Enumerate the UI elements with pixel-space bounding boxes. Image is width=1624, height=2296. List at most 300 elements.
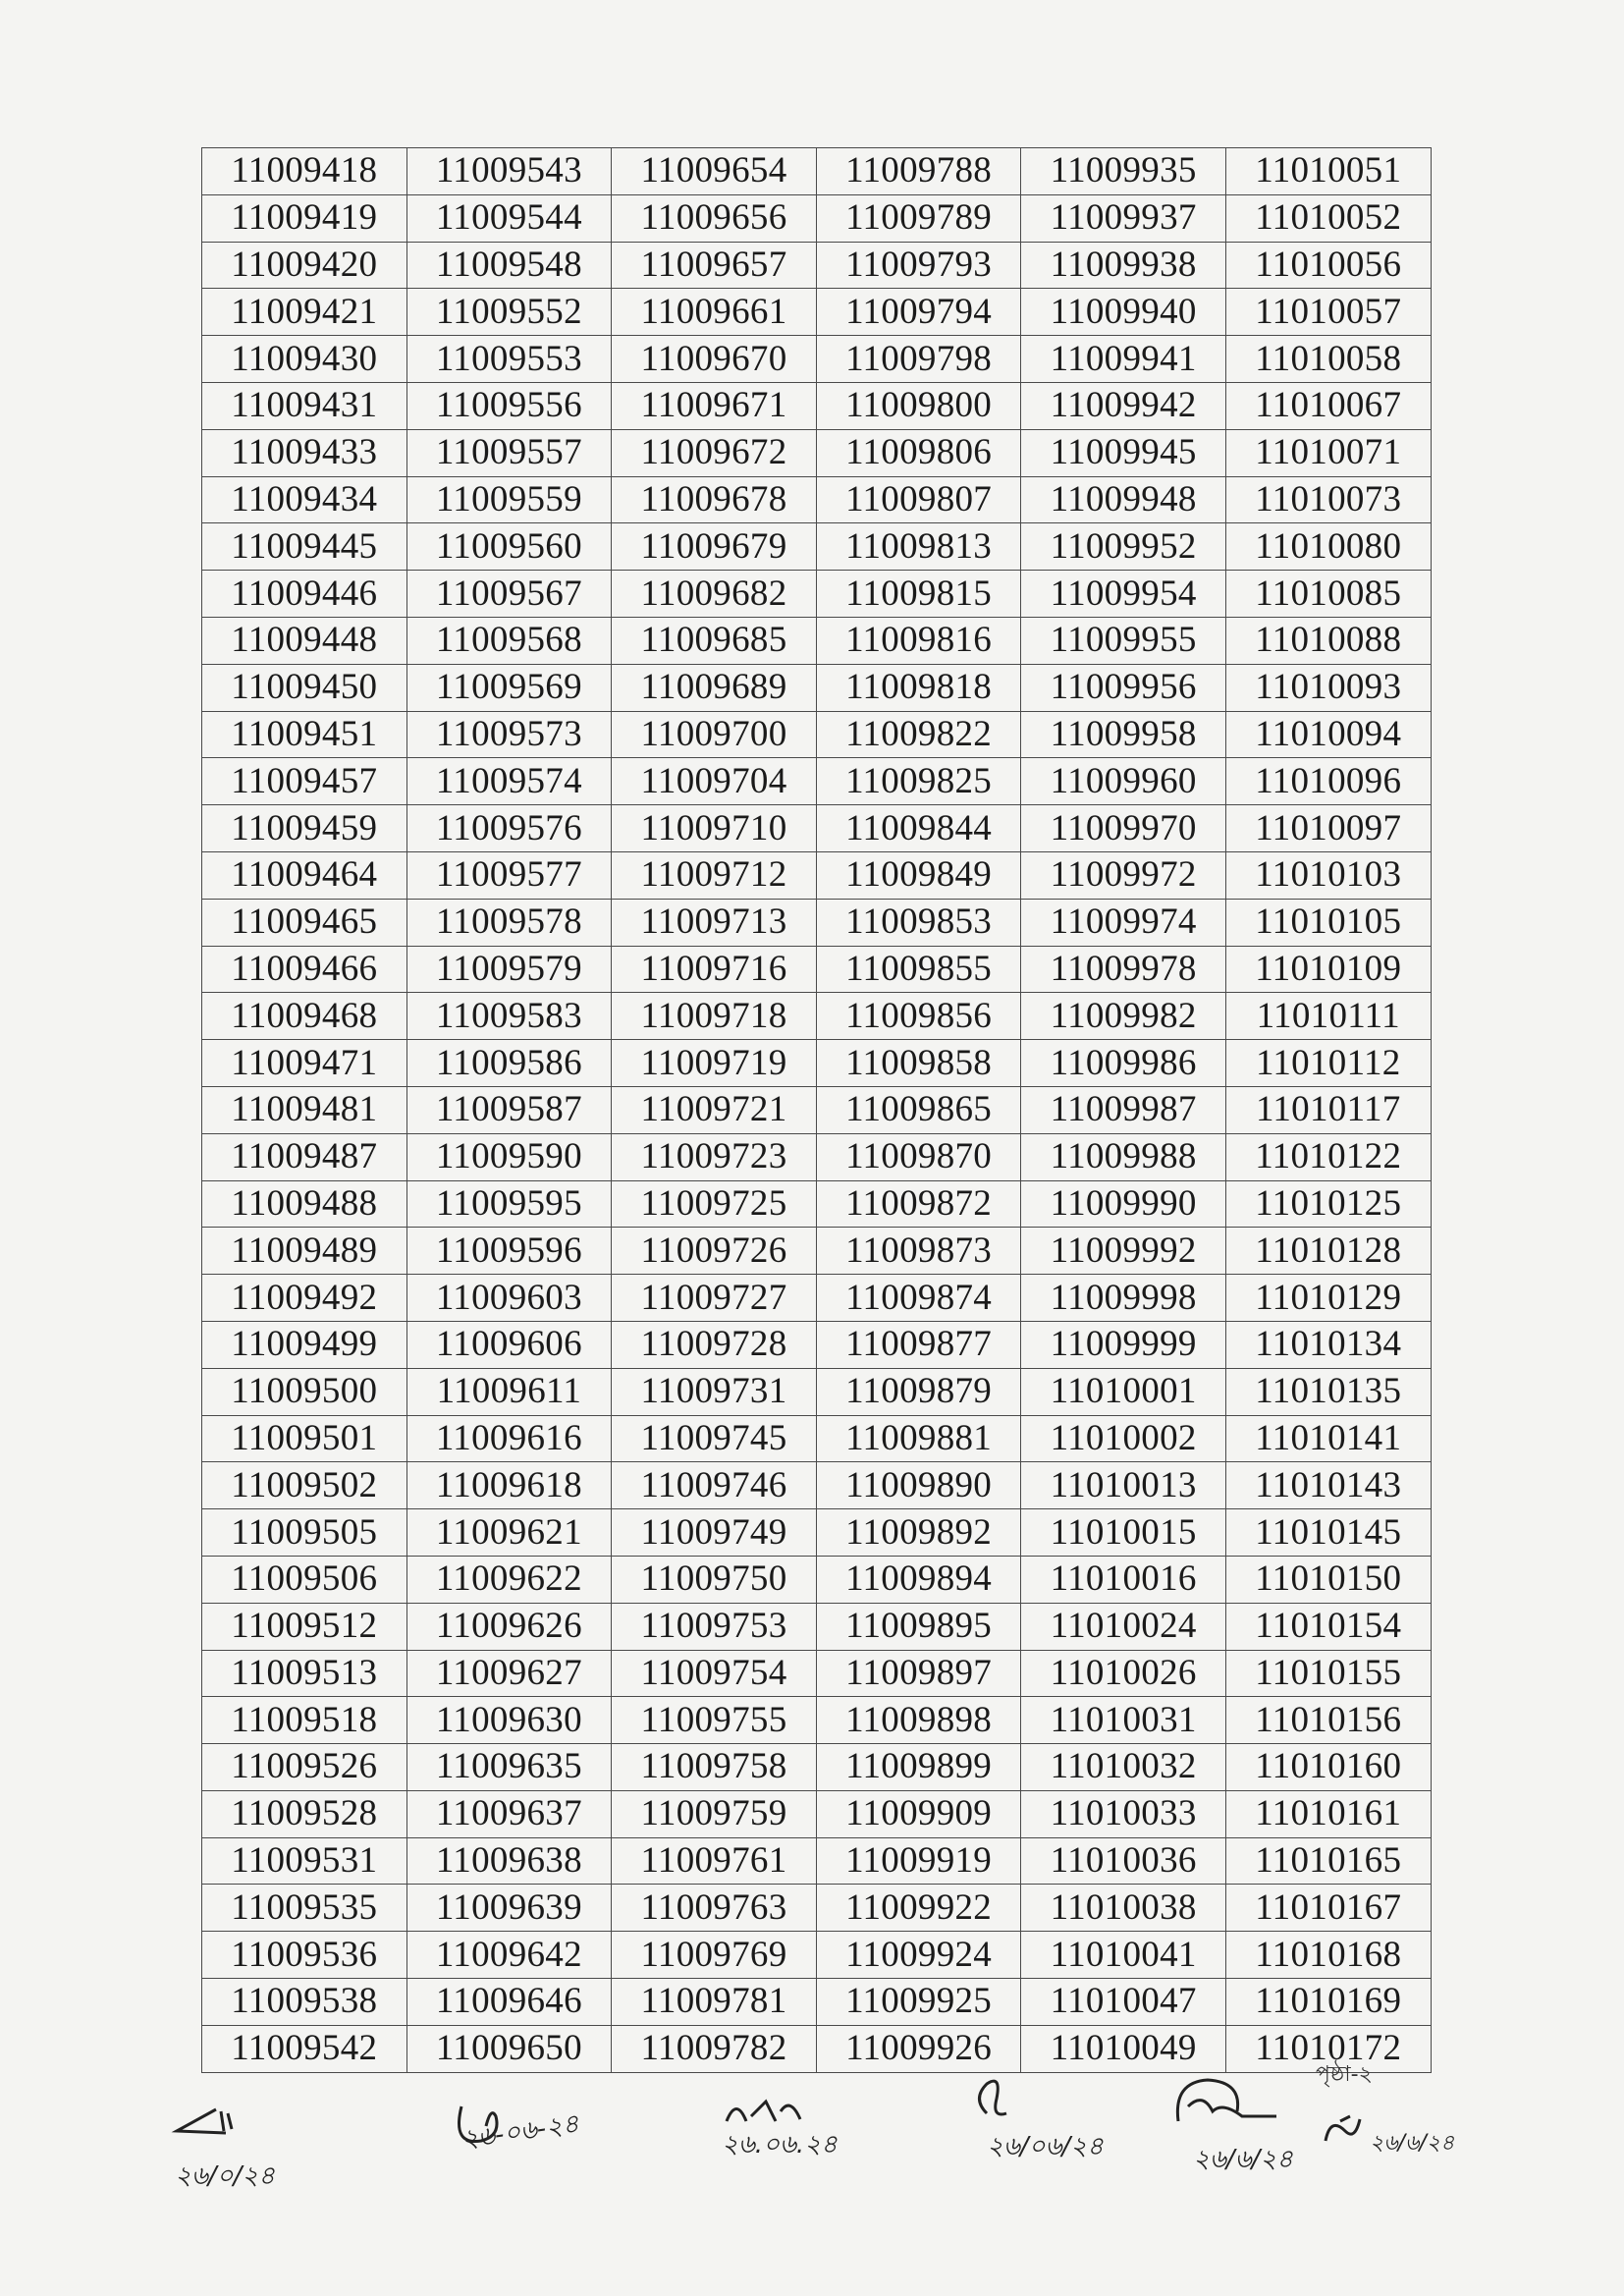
roll-number-cell: 11009815 [816, 571, 1021, 618]
roll-number-cell: 11009958 [1021, 711, 1226, 758]
roll-number-cell: 11010161 [1225, 1790, 1431, 1837]
roll-number-cell: 11009466 [202, 946, 407, 993]
roll-number-cell: 11009877 [816, 1321, 1021, 1368]
roll-number-cell: 11010056 [1225, 242, 1431, 289]
roll-number-cell: 11009899 [816, 1744, 1021, 1791]
roll-number-cell: 11010088 [1225, 617, 1431, 664]
roll-number-cell: 11009749 [612, 1509, 817, 1557]
table-row [202, 336, 1432, 383]
roll-number-cell: 11009897 [816, 1650, 1021, 1697]
roll-number-cell: 11009718 [612, 993, 817, 1040]
roll-number-cell: 11010016 [1021, 1556, 1226, 1603]
signature-1-date: ২৬/০/২৪ [175, 2161, 276, 2191]
roll-number-cell: 11010058 [1225, 336, 1431, 383]
roll-number-cell: 11009712 [612, 851, 817, 899]
roll-number-cell: 11009937 [1021, 194, 1226, 242]
roll-number-cell: 11009505 [202, 1509, 407, 1557]
roll-number-cell: 11009755 [612, 1697, 817, 1744]
roll-number-cell: 11009430 [202, 336, 407, 383]
signature-2-date: ২৬-০৬-২৪ [460, 2108, 581, 2156]
roll-number-cell: 11009627 [406, 1650, 612, 1697]
roll-number-cell: 11009689 [612, 664, 817, 711]
roll-number-cell: 11009513 [202, 1650, 407, 1697]
table-row [202, 851, 1432, 899]
roll-number-cell: 11009855 [816, 946, 1021, 993]
roll-number-cell: 11009638 [406, 1837, 612, 1885]
roll-number-cell: 11009574 [406, 758, 612, 805]
roll-number-cell: 11010085 [1225, 571, 1431, 618]
roll-number-cell: 11009956 [1021, 664, 1226, 711]
roll-number-cell: 11009844 [816, 805, 1021, 852]
roll-number-cell: 11009746 [612, 1462, 817, 1509]
roll-number-cell: 11009789 [816, 194, 1021, 242]
roll-number-cell: 11009682 [612, 571, 817, 618]
roll-number-cell: 11009727 [612, 1275, 817, 1322]
roll-number-cell: 11009890 [816, 1462, 1021, 1509]
roll-number-cell: 11009578 [406, 899, 612, 946]
roll-number-cell: 11009813 [816, 523, 1021, 571]
roll-number-cell: 11009418 [202, 148, 407, 195]
table-row [202, 1744, 1432, 1791]
roll-number-cell: 11009679 [612, 523, 817, 571]
roll-number-cell: 11009446 [202, 571, 407, 618]
table-row [202, 571, 1432, 618]
roll-number-cell: 11009421 [202, 289, 407, 336]
roll-number-cell: 11009596 [406, 1228, 612, 1275]
table-row [202, 382, 1432, 429]
table-row [202, 1415, 1432, 1462]
roll-number-cell: 11009448 [202, 617, 407, 664]
roll-number-cell: 11009881 [816, 1415, 1021, 1462]
roll-number-cell: 11009579 [406, 946, 612, 993]
table-row [202, 1650, 1432, 1697]
roll-number-cell: 11009501 [202, 1415, 407, 1462]
roll-number-cell: 11010109 [1225, 946, 1431, 993]
roll-number-cell: 11009909 [816, 1790, 1021, 1837]
roll-number-cell: 11009657 [612, 242, 817, 289]
roll-number-cell: 11009849 [816, 851, 1021, 899]
roll-number-cell: 11009716 [612, 946, 817, 993]
roll-number-cell: 11009637 [406, 1790, 612, 1837]
roll-number-cell: 11009987 [1021, 1086, 1226, 1133]
roll-number-cell: 11009731 [612, 1368, 817, 1415]
roll-number-cell: 11009487 [202, 1133, 407, 1180]
table-row [202, 758, 1432, 805]
table-row [202, 899, 1432, 946]
roll-number-cell: 11009526 [202, 1744, 407, 1791]
roll-number-cell: 11009798 [816, 336, 1021, 383]
signature-5-mark [1168, 2072, 1286, 2141]
table-row [202, 1180, 1432, 1228]
signature-4-mark [967, 2074, 1026, 2133]
roll-number-cell: 11009626 [406, 1603, 612, 1650]
roll-number-cell: 11009559 [406, 476, 612, 523]
roll-number-cell: 11009618 [406, 1462, 612, 1509]
roll-number-cell: 11009858 [816, 1040, 1021, 1087]
roll-number-cell: 11010051 [1225, 148, 1431, 195]
roll-number-cell: 11009919 [816, 1837, 1021, 1885]
roll-number-cell: 11009450 [202, 664, 407, 711]
roll-number-cell: 11009603 [406, 1275, 612, 1322]
roll-number-cell: 11009468 [202, 993, 407, 1040]
roll-number-cell: 11010103 [1225, 851, 1431, 899]
roll-number-cell: 11009650 [406, 2025, 612, 2072]
roll-number-cell: 11009544 [406, 194, 612, 242]
signature-6-date: ২৬/৬/২৪ [1370, 2131, 1455, 2156]
roll-number-cell: 11009750 [612, 1556, 817, 1603]
roll-number-cell: 11009512 [202, 1603, 407, 1650]
roll-number-cell: 11009788 [816, 148, 1021, 195]
roll-number-cell: 11009560 [406, 523, 612, 571]
table-row [202, 1462, 1432, 1509]
table-row [202, 1275, 1432, 1322]
roll-number-cell: 11010128 [1225, 1228, 1431, 1275]
roll-number-cell: 11009970 [1021, 805, 1226, 852]
roll-number-cell: 11009874 [816, 1275, 1021, 1322]
roll-number-cell: 11009419 [202, 194, 407, 242]
roll-number-cell: 11009992 [1021, 1228, 1226, 1275]
roll-number-cell: 11009941 [1021, 336, 1226, 383]
roll-number-cell: 11010105 [1225, 899, 1431, 946]
roll-number-cell: 11009713 [612, 899, 817, 946]
roll-number-cell: 11009948 [1021, 476, 1226, 523]
roll-number-cell: 11009960 [1021, 758, 1226, 805]
page-number-label: পৃষ্ঠা-২ [1316, 2062, 1373, 2087]
roll-number-cell: 11009800 [816, 382, 1021, 429]
roll-number-cell: 11009856 [816, 993, 1021, 1040]
roll-number-cell: 11009872 [816, 1180, 1021, 1228]
roll-number-cell: 11010154 [1225, 1603, 1431, 1650]
roll-number-cell: 11009457 [202, 758, 407, 805]
roll-number-cell: 11009445 [202, 523, 407, 571]
roll-number-cell: 11009434 [202, 476, 407, 523]
roll-number-cell: 11009865 [816, 1086, 1021, 1133]
roll-number-cell: 11010167 [1225, 1885, 1431, 1932]
roll-number-cell: 11009926 [816, 2025, 1021, 2072]
roll-number-cell: 11009621 [406, 1509, 612, 1557]
roll-number-cell: 11009552 [406, 289, 612, 336]
roll-number-cell: 11009935 [1021, 148, 1226, 195]
roll-number-cell: 11009465 [202, 899, 407, 946]
roll-number-cell: 11009500 [202, 1368, 407, 1415]
roll-number-cell: 11010093 [1225, 664, 1431, 711]
signature-4-date: ২৬/০৬/২৪ [987, 2132, 1104, 2161]
roll-number-cell: 11009822 [816, 711, 1021, 758]
roll-number-cell: 11009538 [202, 1979, 407, 2026]
roll-number-cell: 11009990 [1021, 1180, 1226, 1228]
roll-number-cell: 11010071 [1225, 429, 1431, 476]
roll-number-cell: 11010117 [1225, 1086, 1431, 1133]
roll-number-cell: 11009671 [612, 382, 817, 429]
roll-number-cell: 11010001 [1021, 1368, 1226, 1415]
roll-number-cell: 11009535 [202, 1885, 407, 1932]
roll-number-cell: 11010052 [1225, 194, 1431, 242]
roll-number-cell: 11010134 [1225, 1321, 1431, 1368]
roll-number-cell: 11009978 [1021, 946, 1226, 993]
roll-number-cell: 11010036 [1021, 1837, 1226, 1885]
roll-number-cell: 11009807 [816, 476, 1021, 523]
table-row [202, 1790, 1432, 1837]
roll-number-cell: 11010080 [1225, 523, 1431, 571]
roll-number-cell: 11009700 [612, 711, 817, 758]
roll-number-cell: 11009952 [1021, 523, 1226, 571]
roll-number-cell: 11010041 [1021, 1932, 1226, 1979]
table-row [202, 148, 1432, 195]
roll-number-cell: 11009894 [816, 1556, 1021, 1603]
table-row [202, 289, 1432, 336]
roll-number-cell: 11009922 [816, 1885, 1021, 1932]
roll-number-cell: 11010057 [1225, 289, 1431, 336]
roll-number-cell: 11009590 [406, 1133, 612, 1180]
roll-number-cell: 11009606 [406, 1321, 612, 1368]
roll-number-cell: 11010032 [1021, 1744, 1226, 1791]
roll-number-cell: 11009654 [612, 148, 817, 195]
roll-number-cell: 11009726 [612, 1228, 817, 1275]
roll-number-cell: 11009782 [612, 2025, 817, 2072]
table-row [202, 1368, 1432, 1415]
signature-5 [1168, 2072, 1286, 2146]
roll-number-cell: 11009542 [202, 2025, 407, 2072]
roll-number-cell: 11010038 [1021, 1885, 1226, 1932]
roll-number-cell: 11009642 [406, 1932, 612, 1979]
table-row [202, 1697, 1432, 1744]
roll-number-cell: 11009998 [1021, 1275, 1226, 1322]
roll-number-cell: 11009728 [612, 1321, 817, 1368]
table-row [202, 805, 1432, 852]
roll-number-cell: 11009745 [612, 1415, 817, 1462]
roll-number-cell: 11009646 [406, 1979, 612, 2026]
roll-number-cell: 11010129 [1225, 1275, 1431, 1322]
roll-number-cell: 11009639 [406, 1885, 612, 1932]
roll-number-cell: 11009489 [202, 1228, 407, 1275]
table-row [202, 194, 1432, 242]
roll-number-cell: 11009753 [612, 1603, 817, 1650]
roll-number-cell: 11010049 [1021, 2025, 1226, 2072]
roll-number-cell: 11009974 [1021, 899, 1226, 946]
roll-number-cell: 11009459 [202, 805, 407, 852]
roll-number-cell: 11010125 [1225, 1180, 1431, 1228]
roll-number-cell: 11009873 [816, 1228, 1021, 1275]
table-row [202, 711, 1432, 758]
roll-number-cell: 11009853 [816, 899, 1021, 946]
roll-number-cell: 11009553 [406, 336, 612, 383]
roll-number-cell: 11009518 [202, 1697, 407, 1744]
roll-number-cell: 11009924 [816, 1932, 1021, 1979]
roll-number-cell: 11009587 [406, 1086, 612, 1133]
table-row [202, 523, 1432, 571]
roll-number-cell: 11010172 [1225, 2025, 1431, 2072]
roll-number-cell: 11009451 [202, 711, 407, 758]
roll-number-cell: 11009656 [612, 194, 817, 242]
roll-number-cell: 11009954 [1021, 571, 1226, 618]
roll-number-cell: 11010096 [1225, 758, 1431, 805]
table-row [202, 429, 1432, 476]
roll-number-cell: 11010156 [1225, 1697, 1431, 1744]
roll-number-cell: 11009678 [612, 476, 817, 523]
roll-number-cell: 11010145 [1225, 1509, 1431, 1557]
roll-number-cell: 11009661 [612, 289, 817, 336]
table-row [202, 1086, 1432, 1133]
table-row [202, 242, 1432, 289]
roll-number-cell: 11009825 [816, 758, 1021, 805]
roll-number-cell: 11009586 [406, 1040, 612, 1087]
roll-number-cell: 11009938 [1021, 242, 1226, 289]
table-row [202, 1509, 1432, 1557]
roll-number-cell: 11010168 [1225, 1932, 1431, 1979]
roll-number-cell: 11009794 [816, 289, 1021, 336]
roll-number-cell: 11009758 [612, 1744, 817, 1791]
roll-number-cell: 11009879 [816, 1368, 1021, 1415]
roll-number-cell: 11009672 [612, 429, 817, 476]
table-row [202, 1228, 1432, 1275]
roll-number-cell: 11009710 [612, 805, 817, 852]
roll-number-cell: 11009543 [406, 148, 612, 195]
roll-number-cell: 11009431 [202, 382, 407, 429]
roll-number-cell: 11009616 [406, 1415, 612, 1462]
roll-number-cell: 11009557 [406, 429, 612, 476]
roll-number-cell: 11010047 [1021, 1979, 1226, 2026]
table-row [202, 1321, 1432, 1368]
roll-number-cell: 11009955 [1021, 617, 1226, 664]
roll-number-cell: 11009569 [406, 664, 612, 711]
roll-number-cell: 11009972 [1021, 851, 1226, 899]
roll-number-cell: 11009769 [612, 1932, 817, 1979]
roll-number-cell: 11010026 [1021, 1650, 1226, 1697]
roll-number-cell: 11009420 [202, 242, 407, 289]
roll-number-cell: 11009725 [612, 1180, 817, 1228]
roll-number-cell: 11009806 [816, 429, 1021, 476]
roll-number-cell: 11009583 [406, 993, 612, 1040]
roll-number-cell: 11009506 [202, 1556, 407, 1603]
roll-number-cell: 11009536 [202, 1932, 407, 1979]
table-row [202, 664, 1432, 711]
roll-number-cell: 11010073 [1225, 476, 1431, 523]
table-row [202, 1040, 1432, 1087]
roll-number-cell: 11009988 [1021, 1133, 1226, 1180]
roll-number-cell: 11010165 [1225, 1837, 1431, 1885]
roll-number-cell: 11009781 [612, 1979, 817, 2026]
table-row [202, 946, 1432, 993]
signature-3-date: ২৬.০৬.২৪ [722, 2130, 838, 2159]
roll-number-cell: 11009577 [406, 851, 612, 899]
roll-number-table [201, 147, 1432, 2073]
roll-number-cell: 11009670 [612, 336, 817, 383]
roll-number-cell: 11009556 [406, 382, 612, 429]
table-row [202, 2025, 1432, 2072]
roll-number-cell: 11010169 [1225, 1979, 1431, 2026]
roll-number-cell: 11009433 [202, 429, 407, 476]
roll-number-cell: 11009567 [406, 571, 612, 618]
roll-number-cell: 11009818 [816, 664, 1021, 711]
roll-number-cell: 11009986 [1021, 1040, 1226, 1087]
roll-number-cell: 11009622 [406, 1556, 612, 1603]
roll-number-cell: 11010033 [1021, 1790, 1226, 1837]
signature-6 [1321, 2111, 1370, 2156]
roll-number-cell: 11010111 [1225, 993, 1431, 1040]
roll-number-cell: 11009704 [612, 758, 817, 805]
roll-number-cell: 11009531 [202, 1837, 407, 1885]
roll-number-cell: 11009481 [202, 1086, 407, 1133]
roll-number-cell: 11010031 [1021, 1697, 1226, 1744]
roll-number-cell: 11009502 [202, 1462, 407, 1509]
roll-number-cell: 11009870 [816, 1133, 1021, 1180]
roll-number-cell: 11010122 [1225, 1133, 1431, 1180]
table-row [202, 1932, 1432, 1979]
roll-number-cell: 11009816 [816, 617, 1021, 664]
roll-number-cell: 11009573 [406, 711, 612, 758]
signature-6-mark [1321, 2111, 1370, 2151]
roll-number-cell: 11009548 [406, 242, 612, 289]
roll-number-cell: 11009595 [406, 1180, 612, 1228]
table-row [202, 1133, 1432, 1180]
roll-number-cell: 11010135 [1225, 1368, 1431, 1415]
roll-number-cell: 11009499 [202, 1321, 407, 1368]
roll-number-cell: 11009630 [406, 1697, 612, 1744]
roll-number-cell: 11010002 [1021, 1415, 1226, 1462]
roll-number-cell: 11009761 [612, 1837, 817, 1885]
roll-number-cell: 11009719 [612, 1040, 817, 1087]
roll-number-cell: 11009471 [202, 1040, 407, 1087]
roll-number-cell: 11009942 [1021, 382, 1226, 429]
table-row [202, 1885, 1432, 1932]
roll-number-cell: 11010015 [1021, 1509, 1226, 1557]
roll-number-cell: 11009568 [406, 617, 612, 664]
roll-number-cell: 11009721 [612, 1086, 817, 1133]
roll-number-cell: 11009528 [202, 1790, 407, 1837]
roll-number-cell: 11009898 [816, 1697, 1021, 1744]
roll-number-cell: 11010112 [1225, 1040, 1431, 1087]
roll-number-cell: 11010024 [1021, 1603, 1226, 1650]
roll-number-cell: 11010013 [1021, 1462, 1226, 1509]
table-row [202, 1837, 1432, 1885]
roll-number-cell: 11010097 [1225, 805, 1431, 852]
roll-number-cell: 11010141 [1225, 1415, 1431, 1462]
roll-number-table-body [202, 148, 1432, 2073]
roll-number-cell: 11010067 [1225, 382, 1431, 429]
roll-number-cell: 11009999 [1021, 1321, 1226, 1368]
roll-number-cell: 11010155 [1225, 1650, 1431, 1697]
roll-number-cell: 11009895 [816, 1603, 1021, 1650]
roll-number-cell: 11010150 [1225, 1556, 1431, 1603]
roll-number-cell: 11009723 [612, 1133, 817, 1180]
roll-number-cell: 11009464 [202, 851, 407, 899]
signature-5-date: ২৬/৬/২৪ [1193, 2145, 1294, 2174]
roll-number-cell: 11009685 [612, 617, 817, 664]
roll-number-cell: 11009925 [816, 1979, 1021, 2026]
roll-number-cell: 11009611 [406, 1368, 612, 1415]
table-row [202, 993, 1432, 1040]
roll-number-cell: 11010160 [1225, 1744, 1431, 1791]
table-row [202, 1556, 1432, 1603]
roll-number-cell: 11009892 [816, 1509, 1021, 1557]
roll-number-cell: 11009576 [406, 805, 612, 852]
signature-1-mark [167, 2102, 285, 2160]
table-row [202, 1979, 1432, 2026]
table-row [202, 617, 1432, 664]
roll-number-cell: 11009488 [202, 1180, 407, 1228]
roll-number-cell: 11009940 [1021, 289, 1226, 336]
roll-number-cell: 11009759 [612, 1790, 817, 1837]
table-row [202, 1603, 1432, 1650]
roll-number-cell: 11009945 [1021, 429, 1226, 476]
table-row [202, 476, 1432, 523]
roll-number-cell: 11009982 [1021, 993, 1226, 1040]
roll-number-cell: 11009754 [612, 1650, 817, 1697]
roll-number-cell: 11010094 [1225, 711, 1431, 758]
roll-number-cell: 11009492 [202, 1275, 407, 1322]
roll-number-cell: 11009635 [406, 1744, 612, 1791]
roll-number-cell: 11009793 [816, 242, 1021, 289]
